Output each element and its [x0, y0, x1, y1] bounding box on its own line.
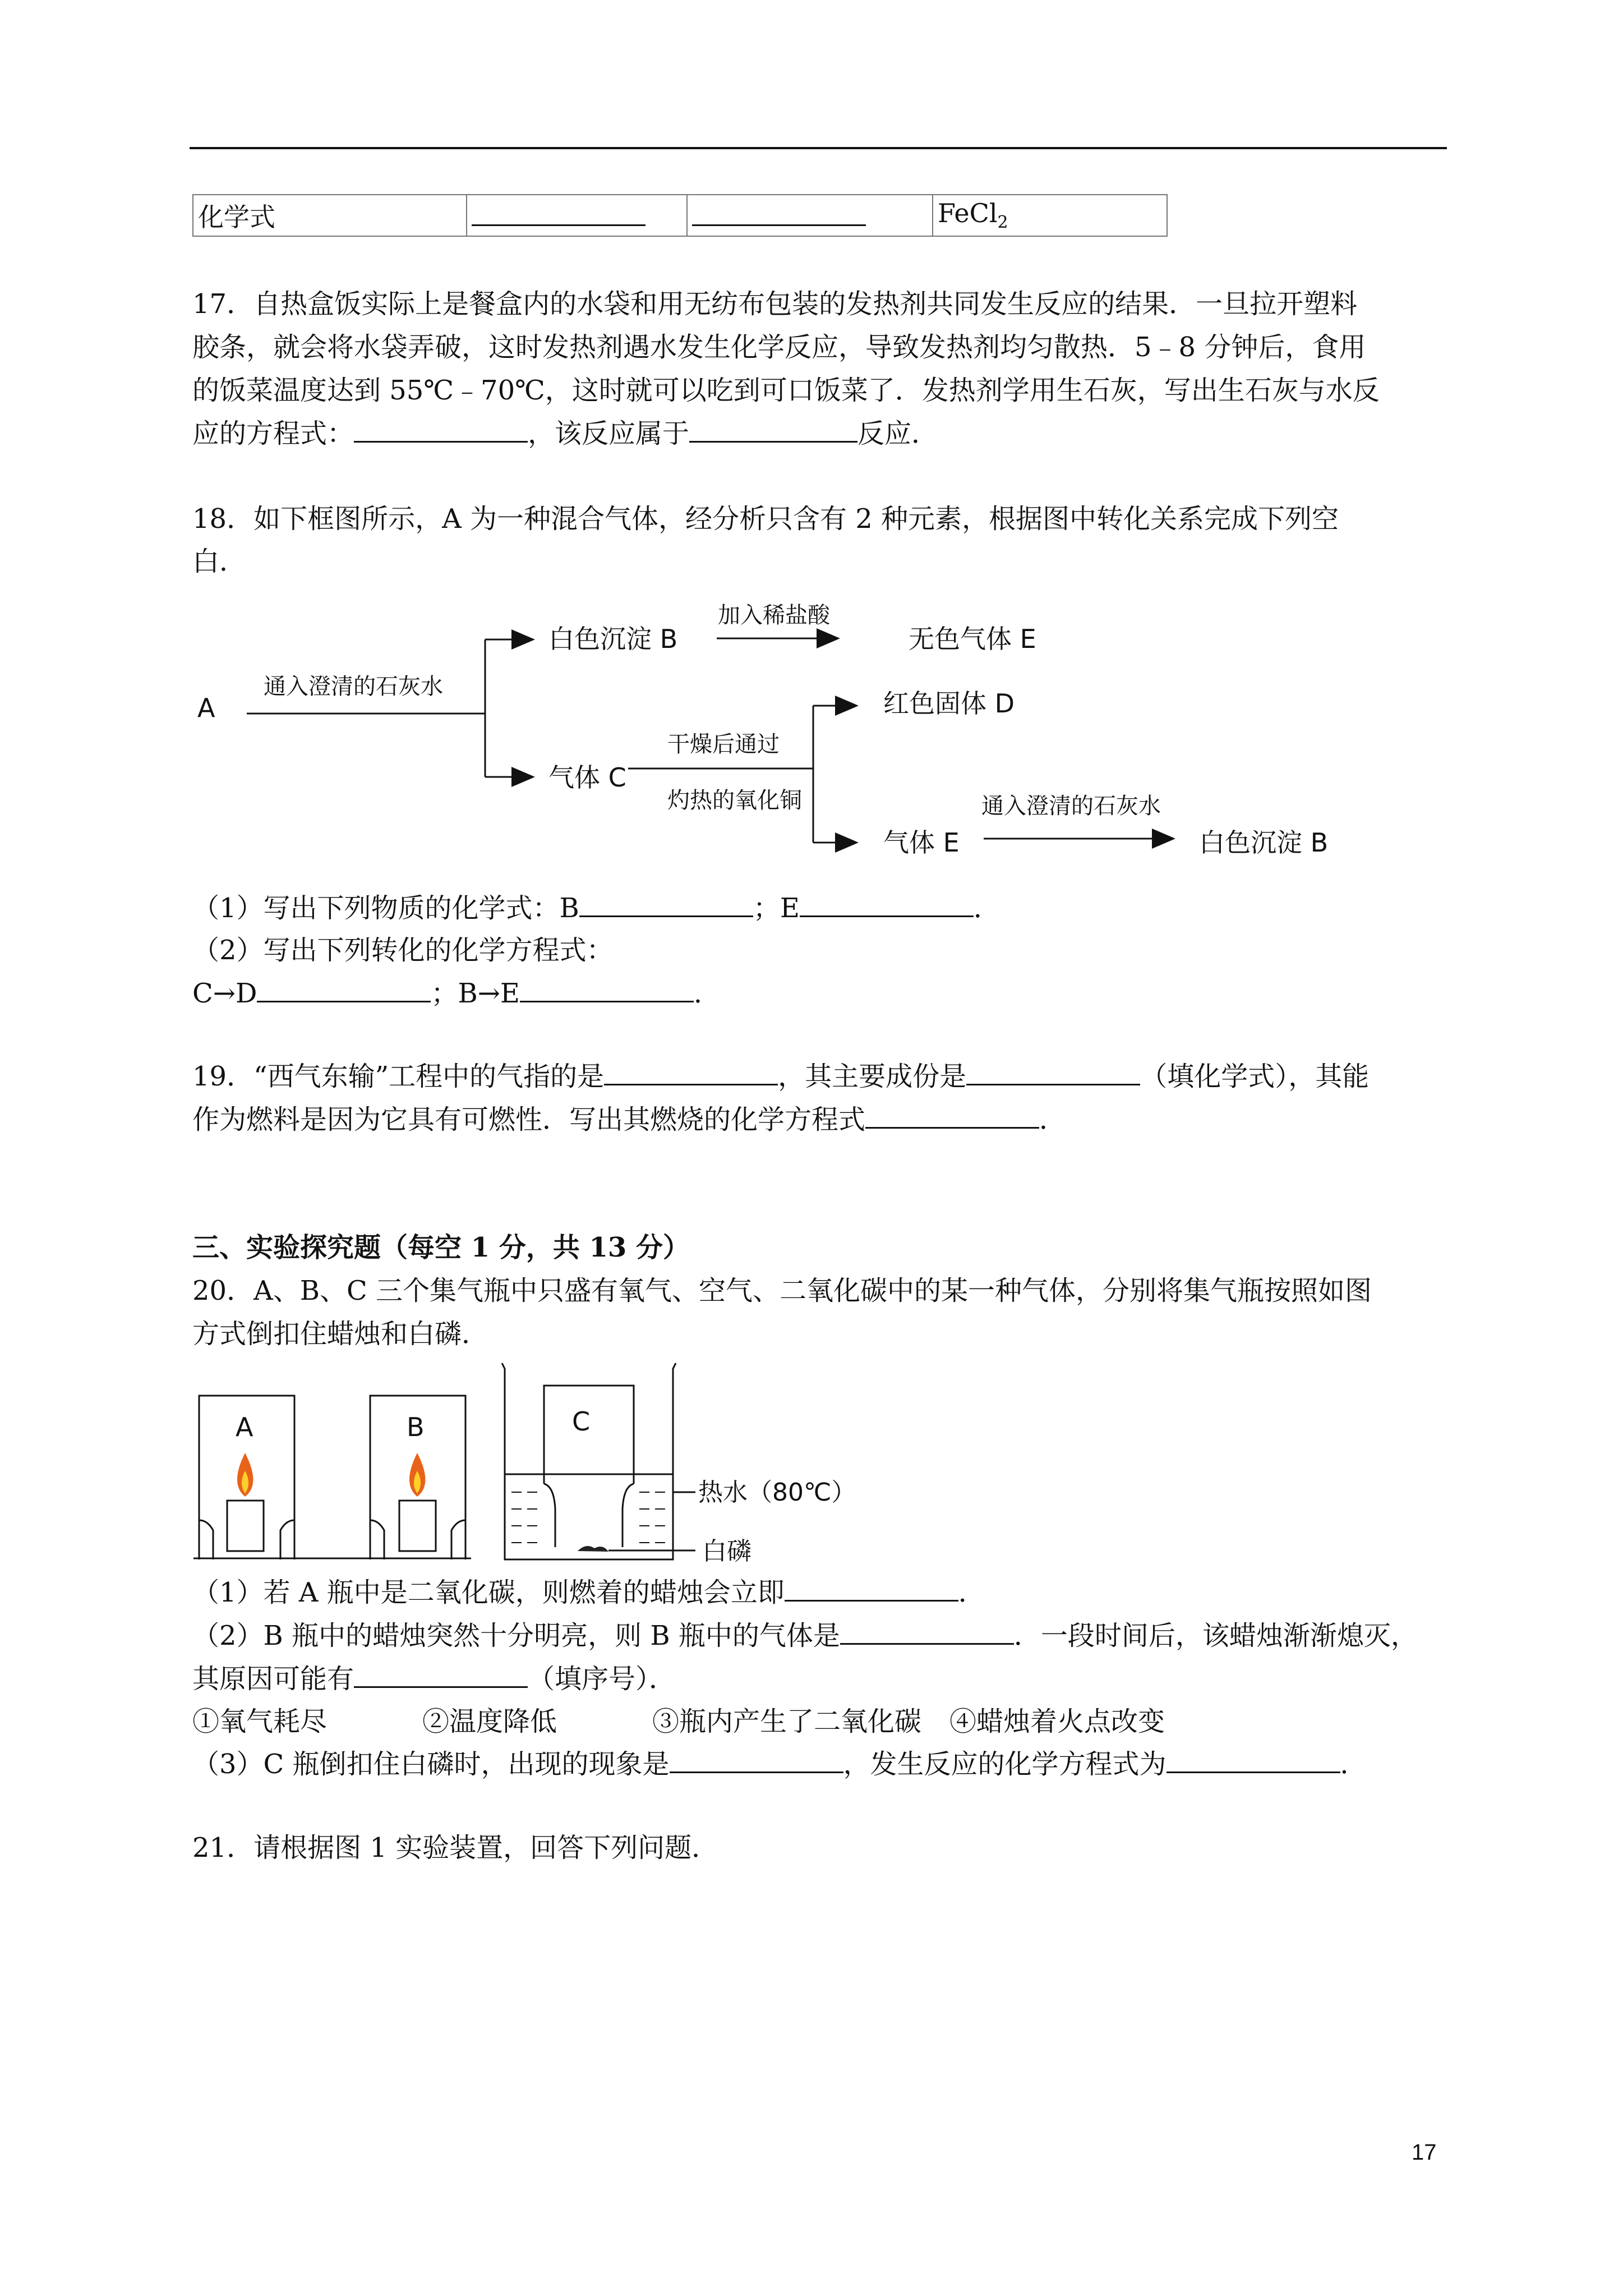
diagram-node-red-solid-d: 红色固体 D — [883, 688, 1015, 719]
q18-sub-3 — [192, 972, 721, 1015]
section-3-title: 三、实验探究题（每空 1 分，共 13 分） — [192, 1232, 690, 1263]
diagram-node-white-ppt-b: 白色沉淀 B — [548, 624, 678, 654]
q18-sub3-text-a: C→D — [192, 978, 257, 1009]
answer-blank[interactable] — [257, 975, 431, 1002]
q17-line-1: 17．自热盒饭实际上是餐盒内的水袋和用无纺布包装的发热剂共同发生反应的结果．一旦拉开塑料 — [192, 288, 1358, 320]
formula-fecl: FeCl — [938, 198, 998, 229]
diagram-step2-label: 通入澄清的石灰水 — [981, 793, 1161, 819]
diagram-step1-label: 通入澄清的石灰水 — [264, 674, 443, 700]
q20-sub-3 — [192, 1742, 1367, 1786]
q20-sub-2-cont — [192, 1657, 676, 1701]
q20-sub3-text-a: （3）C 瓶倒扣住白磷时，出现的现象是 — [192, 1749, 670, 1780]
white-phosphorus-shape — [578, 1546, 608, 1552]
answer-blank[interactable] — [1166, 1746, 1340, 1773]
answer-blank[interactable] — [785, 1574, 958, 1602]
header-rule — [190, 147, 1447, 149]
q18-sub-1 — [192, 886, 1000, 930]
table-blank-cell-1 — [467, 195, 687, 236]
diagram-hot-cuo-label: 灼热的氧化铜 — [667, 788, 802, 813]
table-formula-cell — [933, 195, 1167, 236]
q17-line-4 — [192, 412, 938, 455]
q18-sub3-text-b: ；B→E — [431, 978, 520, 1009]
answer-blank[interactable] — [670, 1746, 843, 1773]
q19-text-e: ． — [1039, 1104, 1067, 1135]
answer-blank[interactable] — [692, 199, 866, 226]
q18-flow-diagram — [185, 583, 1363, 875]
q18-line-2: 白． — [192, 546, 247, 577]
answer-blank[interactable] — [840, 1617, 1014, 1645]
q19-line-1 — [192, 1055, 1369, 1098]
diagram-node-gas-e: 气体 E — [883, 827, 960, 858]
q20-sub-2 — [192, 1614, 1418, 1658]
answer-blank[interactable] — [354, 1660, 528, 1688]
answer-blank[interactable] — [579, 890, 753, 917]
diagram-node-gas-c: 气体 C — [548, 762, 626, 793]
q19-text-b: ，其主要成份是 — [778, 1061, 967, 1092]
q20-sub2-text-b: ．一段时间后，该蜡烛渐渐熄灭， — [1013, 1620, 1418, 1651]
q20-sub1-text-b: ． — [958, 1577, 985, 1608]
q20-sub3-text-b: ，发生反应的化学方程式为 — [843, 1749, 1166, 1780]
q20-apparatus-figure — [191, 1352, 864, 1576]
table-label-cell — [193, 195, 467, 236]
q19-text-c: （填化学式），其能 — [1140, 1061, 1370, 1092]
q20-sub2-text-d: （填序号）． — [528, 1663, 676, 1695]
beaker-c-label: C — [572, 1406, 591, 1437]
q17-line-3: 的饭菜温度达到 55℃﹣70℃，这时就可以吃到可口饭菜了．发热剂学用生石灰，写出生石灰与水反 — [192, 375, 1380, 406]
answer-blank[interactable] — [354, 415, 528, 443]
answer-blank[interactable] — [472, 199, 645, 226]
hot-water-label: 热水（80℃） — [698, 1478, 856, 1507]
q19-line-2 — [192, 1098, 1066, 1142]
q17-text-a: 应的方程式： — [192, 418, 354, 449]
diagram-node-a: A — [197, 693, 215, 723]
answer-blank[interactable] — [604, 1058, 778, 1085]
diagram-dry-pass-label: 干燥后通过 — [667, 731, 780, 757]
q20-sub1-text-a: （1）若 A 瓶中是二氧化碳，则燃着的蜡烛会立即 — [192, 1577, 785, 1608]
diagram-add-hcl-label: 加入稀盐酸 — [718, 602, 830, 628]
q20-sub2-text-a: （2）B 瓶中的蜡烛突然十分明亮，则 B 瓶中的气体是 — [192, 1620, 840, 1651]
q20-sub3-text-c: ． — [1340, 1749, 1367, 1780]
q20-option-1: ①氧气耗尽 — [192, 1706, 328, 1737]
white-phosphorus-label: 白磷 — [702, 1537, 751, 1566]
q20-sub2-text-c: 其原因可能有 — [192, 1663, 354, 1695]
q18-line-1: 18．如下框图所示，A 为一种混合气体，经分析只含有 2 种元素，根据图中转化关系完成下列空 — [192, 503, 1339, 535]
q18-sub-2: （2）写出下列转化的化学方程式： — [192, 935, 614, 966]
q18-sub1-text-a: （1）写出下列物质的化学式：B — [192, 892, 579, 924]
q20-option-4: ④蜡烛着火点改变 — [949, 1706, 1165, 1737]
q20-line-2: 方式倒扣住蜡烛和白磷． — [192, 1318, 489, 1350]
answer-blank[interactable] — [865, 1101, 1039, 1129]
diagram-node-white-ppt-b2: 白色沉淀 B — [1199, 827, 1329, 858]
q21-line-1: 21．请根据图 1 实验装置，回答下列问题． — [192, 1832, 719, 1864]
diagram-node-colorless-gas-e: 无色气体 E — [909, 624, 1036, 654]
q17-line-2: 胶条，就会将水袋弄破，这时发热剂遇水发生化学反应，导致发热剂均匀散热．5﹣8 分钟后，食用 — [192, 332, 1366, 363]
q17-text-b: ，该反应属于 — [528, 418, 690, 449]
bottle-b-label: B — [407, 1412, 425, 1442]
q20-sub-1 — [192, 1571, 985, 1614]
page-number: 17 — [1412, 2140, 1437, 2165]
q19-text-a: 19．“西气东输”工程中的气指的是 — [192, 1061, 605, 1092]
q19-text-d: 作为燃料是因为它具有可燃性．写出其燃烧的化学方程式 — [192, 1104, 866, 1135]
table-label: 化学式 — [198, 202, 275, 232]
q20-option-2: ②温度降低 — [422, 1706, 557, 1737]
answer-blank[interactable] — [966, 1058, 1140, 1085]
q20-option-3: ③瓶内产生了二氧化碳 — [652, 1706, 922, 1737]
q18-sub1-text-c: ． — [973, 892, 1000, 924]
q20-options — [192, 1700, 1165, 1743]
q18-sub3-text-c: ． — [693, 978, 721, 1009]
q17-text-c: 反应． — [857, 418, 939, 449]
q20-line-1: 20．A、B、C 三个集气瓶中只盛有氧气、空气、二氧化碳中的某一种气体，分别将集气瓶按照如图 — [192, 1275, 1372, 1306]
answer-blank[interactable] — [520, 975, 694, 1002]
formula-table-row — [192, 194, 1168, 237]
bottle-a-label: A — [236, 1412, 253, 1442]
q18-sub1-text-b: ；E — [753, 892, 800, 924]
table-blank-cell-2 — [687, 195, 933, 236]
beaker-c — [502, 1363, 676, 1559]
formula-subscript: 2 — [997, 213, 1008, 233]
answer-blank[interactable] — [689, 415, 857, 443]
answer-blank[interactable] — [800, 890, 974, 917]
